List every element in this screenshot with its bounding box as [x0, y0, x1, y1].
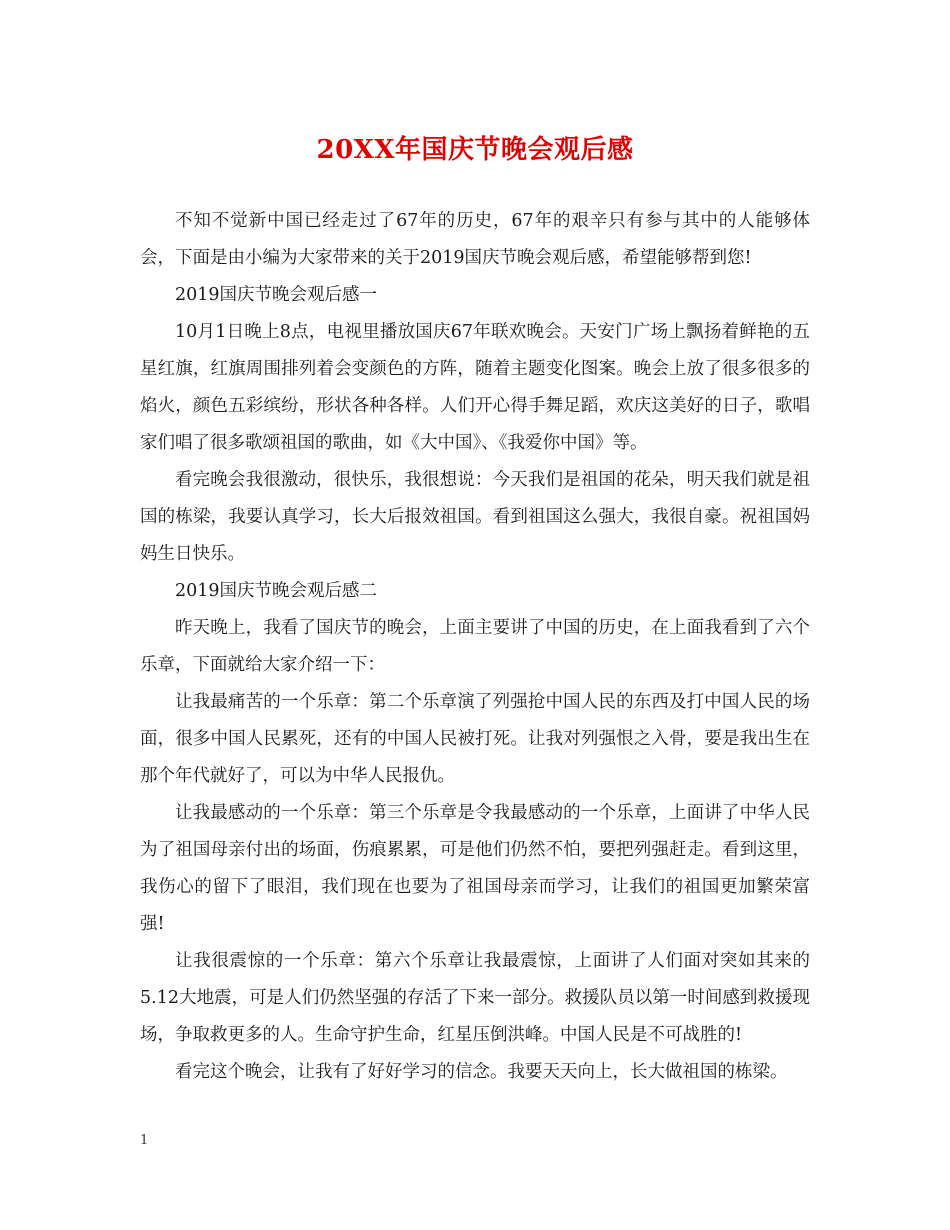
paragraph: 让我最感动的一个乐章：第三个乐章是令我最感动的一个乐章，上面讲了中华人民为了祖国母亲付出的场面，伤痕累累，可是他们仍然不怕，要把列强赶走。看到这里，我伤心的留下了眼泪，我们现在也要为了祖国母亲而学习，让我们的祖国更加繁荣富强! [140, 803, 810, 934]
paragraph: 看完这个晚会，让我有了好好学习的信念。我要天天向上，长大做祖国的栋梁。 [175, 1062, 788, 1082]
paragraph: 让我很震惊的一个乐章：第六个乐章让我最震惊，上面讲了人们面对突如其来的5.12大地震，可是人们仍然坚强的存活了下来一部分。救援队员以第一时间感到救援现场，争取救更多的人。生命守护生命，红星压倒洪峰。中国人民是不可战胜的! [140, 951, 810, 1045]
section-heading-one: 2019国庆节晚会观后感一 [175, 285, 378, 305]
paragraph-intro: 不知不觉新中国已经走过了67年的历史，67年的艰辛只有参与其中的人能够体会，下面是由小编为大家带来的关于2019国庆节晚会观后感，希望能够帮到您! [140, 211, 810, 268]
page-number: 1 [140, 1133, 149, 1148]
section-heading-two: 2019国庆节晚会观后感二 [175, 581, 378, 601]
paragraph: 昨天晚上，我看了国庆节的晚会，上面主要讲了中国的历史，在上面我看到了六个乐章，下面就给大家介绍一下： [140, 618, 810, 675]
document-title: 20XX年国庆节晚会观后感 [316, 135, 634, 165]
paragraph: 让我最痛苦的一个乐章：第二个乐章演了列强抢中国人民的东西及打中国人民的场面，很多中国人民累死，还有的中国人民被打死。让我对列强恨之入骨，要是我出生在那个年代就好了，可以为中华人民报仇。 [140, 692, 810, 786]
paragraph: 看完晚会我很激动，很快乐，我很想说：今天我们是祖国的花朵，明天我们就是祖国的栋梁，我要认真学习，长大后报效祖国。看到祖国这么强大，我很自豪。祝祖国妈妈生日快乐。 [140, 470, 810, 564]
document-body [140, 203, 810, 1091]
paragraph: 10月1日晚上8点，电视里播放国庆67年联欢晚会。天安门广场上飘扬着鲜艳的五星红旗，红旗周围排列着会变颜色的方阵，随着主题变化图案。晚会上放了很多很多的焰火，颜色五彩缤纷，形状各种各样。人们开心得手舞足蹈，欢庆这美好的日子，歌唱家们唱了很多歌颂祖国的歌曲，如《大中国》、《我爱你中国》等。 [140, 322, 810, 453]
